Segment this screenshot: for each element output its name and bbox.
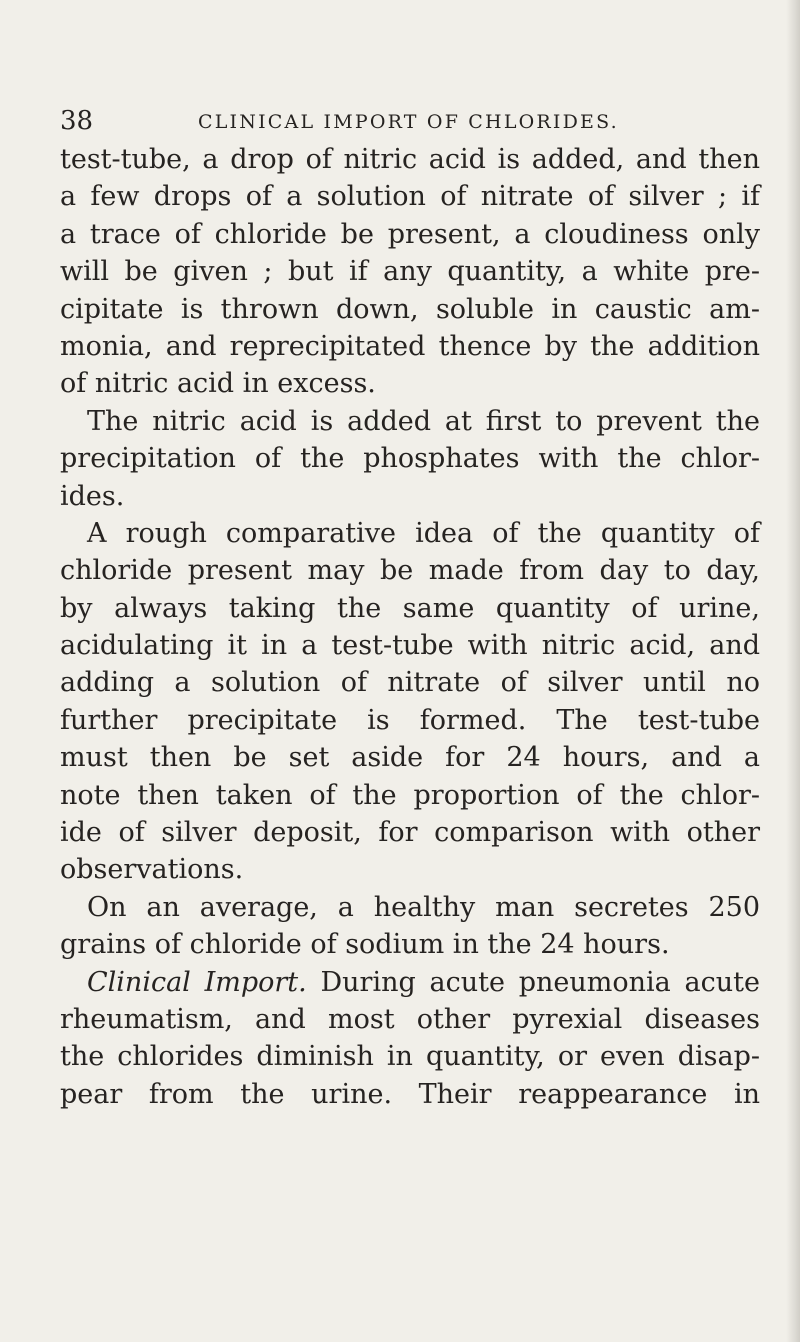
text-line-clinical-import	[60, 964, 760, 1001]
text-line: adding a solution of nitrate of silver until no	[60, 667, 760, 699]
text-line: rheumatism, and most other pyrexial diseases	[60, 1003, 760, 1035]
text-line: test-tube, a drop of nitric acid is added, and then	[60, 144, 760, 175]
text-line: ide of silver deposit, for comparison with other	[60, 817, 760, 849]
text-line: must then be set aside for 24 hours, and a	[60, 742, 760, 774]
text-line: The nitric acid is added at first to prevent the	[87, 405, 760, 437]
text-line: On an average, a healthy man secretes 250	[87, 891, 760, 923]
body-text	[60, 141, 760, 1113]
running-title: CLINICAL IMPORT OF CHLORIDES.	[198, 111, 619, 133]
text-line: a trace of chloride be present, a cloudiness only	[60, 218, 760, 250]
text-line: a few drops of a solution of nitrate of silver ; if	[60, 181, 760, 213]
text-line: grains of chloride of sodium in the 24 hours.	[60, 929, 670, 961]
text-line: monia, and reprecipitated thence by the addition	[60, 330, 760, 362]
text-line: of nitric acid in excess.	[60, 368, 376, 400]
text-line: further precipitate is formed. The test-tube	[60, 704, 760, 736]
page-number: 38	[60, 106, 94, 136]
text-line: observations.	[60, 854, 244, 886]
text-line: pear from the urine. Their reappearance in	[60, 1078, 760, 1110]
text-line: note then taken of the proportion of the chlor-	[60, 779, 760, 811]
text-line: acidulating it in a test-tube with nitric acid, and	[60, 630, 760, 662]
section-heading-italic: Clinical Import.	[87, 966, 307, 998]
text-line: will be given ; but if any quantity, a white pre-	[60, 256, 760, 288]
text-line: ides.	[60, 480, 125, 512]
text-line: by always taking the same quantity of urine,	[60, 592, 760, 624]
text-line: precipitation of the phosphates with the chlor-	[60, 443, 760, 475]
text-line: chloride present may be made from day to day,	[60, 555, 760, 587]
page-edge-shadow	[786, 0, 800, 1342]
text-line: the chlorides diminish in quantity, or even disap-	[60, 1041, 760, 1073]
text-line-continuation: During acute pneumonia acute	[320, 966, 760, 998]
page-header	[60, 106, 760, 136]
text-line: cipitate is thrown down, soluble in caustic am-	[60, 293, 760, 325]
text-line: A rough comparative idea of the quantity of	[87, 517, 760, 549]
